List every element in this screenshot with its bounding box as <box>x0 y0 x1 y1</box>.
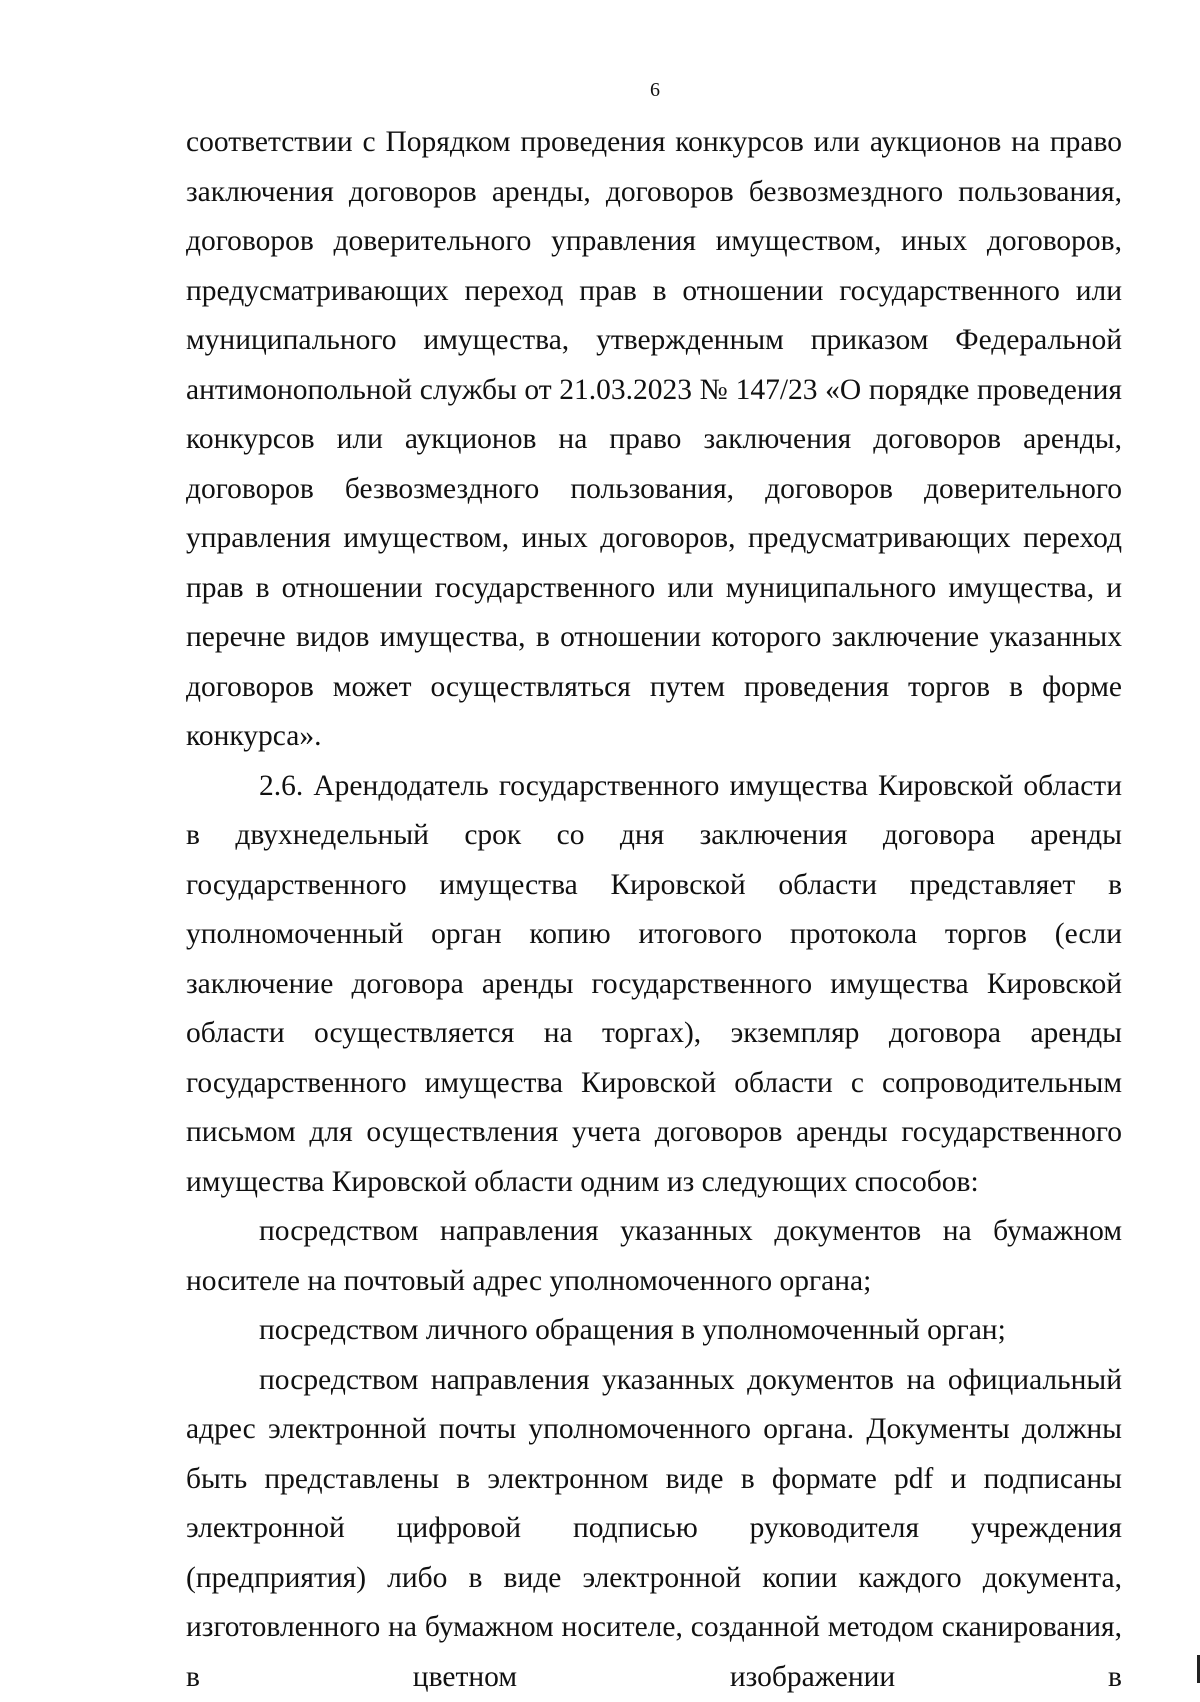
paragraph-method-email: посредством направления указанных документов на официальный адрес электронной почты уполномоченного органа. Документы должны быть представлены в электронном виде в формате pdf и подписаны электронной цифровой подписью руководителя учреждения (предприятия) либо в виде электронной копии каждого документа, изготовленного на бумажном носителе, созданной методом сканирования, в цветном изображении в <box>186 1356 1122 1702</box>
paragraph-section-2-6: 2.6. Арендодатель государственного имущества Кировской области в двухнедельный срок со дня заключения договора аренды государственного имущества Кировской области представляет в уполномоченный орган копию итогового протокола торгов (если заключение договора аренды государственного имущества Кировской области осуществляется на торгах), экземпляр договора аренды государственного имущества Кировской области с сопроводительным письмом для осуществления учета договоров аренды государственного имущества Кировской области одним из следующих способов: <box>186 762 1122 1208</box>
document-body <box>186 118 1122 1702</box>
paragraph-continuation: соответствии с Порядком проведения конкурсов или аукционов на право заключения договоров аренды, договоров безвозмездного пользования, договоров доверительного управления имуществом, иных договоров, предусматривающих переход прав в отношении государственного или муниципального имущества, утвержденным приказом Федеральной антимонопольной службы от 21.03.2023 № 147/23 «О порядке проведения конкурсов или аукционов на право заключения договоров аренды, договоров безвозмездного пользования, договоров доверительного управления имуществом, иных договоров, предусматривающих переход прав в отношении государственного или муниципального имущества, и перечне видов имущества, в отношении которого заключение указанных договоров может осуществляться путем проведения торгов в форме конкурса». <box>186 118 1122 762</box>
page-number: 6 <box>0 78 1200 102</box>
paragraph-method-paper: посредством направления указанных документов на бумажном носителе на почтовый адрес уполномоченного органа; <box>186 1207 1122 1306</box>
paragraph-method-personal: посредством личного обращения в уполномоченный орган; <box>186 1306 1122 1356</box>
